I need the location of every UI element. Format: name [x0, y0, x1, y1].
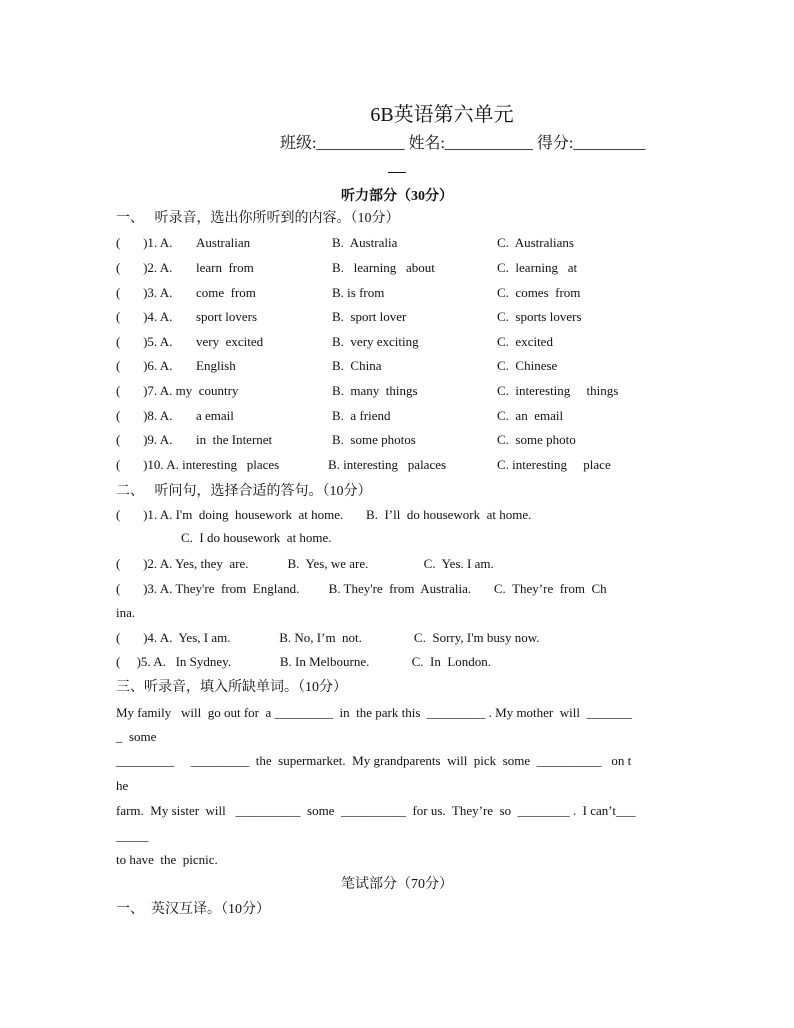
written-section-header: 笔试部分（70分） — [341, 877, 453, 892]
option-a: a email — [196, 408, 234, 423]
section2-heading: 二、 听问句，选择合适的答句。（10分） — [116, 484, 372, 499]
option-a: Australian — [196, 235, 251, 250]
fill-blank-line: farm. My sister will __________ some __________ for us. They’re so ________ . I can’t___ — [116, 803, 636, 818]
section1-heading: 一、 听录音，选出你所听到的内容。（10分） — [116, 211, 400, 226]
option-a: English — [196, 358, 236, 373]
option-a: in the Internet — [196, 432, 273, 447]
question-number: ( )2. A. — [116, 260, 173, 275]
info-line-continuation — [388, 160, 406, 173]
fill-blank-line: he — [116, 778, 129, 793]
answer-line: ( )1. A. I'm doing housework at home. B. I’ll do housework at home. — [116, 507, 532, 522]
option-b: B. learning about — [332, 260, 435, 275]
option-c: C. some photo — [497, 432, 576, 447]
option-c: C. sports lovers — [497, 309, 582, 324]
fill-blank-line: _________ _________ the supermarket. My grandparents will pick some __________ on t — [116, 753, 632, 768]
option-b: B. Australia — [332, 235, 398, 250]
option-b: B. sport lover — [332, 309, 407, 324]
answer-line: ( )4. A. Yes, I am. B. No, I’m not. C. Sorry, I'm busy now. — [116, 630, 540, 645]
page-title: 6B英语第六单元 — [370, 104, 514, 126]
option-a: very excited — [196, 334, 264, 349]
question-number: ( )9. A. — [116, 432, 173, 447]
question-number: ( )5. A. — [116, 334, 173, 349]
fill-blank-line: to have the picnic. — [116, 852, 218, 867]
question-number: ( )4. A. — [116, 309, 173, 324]
fill-blank-line: _____ — [116, 828, 149, 843]
option-b: B. is from — [332, 285, 385, 300]
option-c: C. Australians — [497, 235, 574, 250]
question-number: ( )1. A. — [116, 235, 173, 250]
option-c: C. Chinese — [497, 358, 558, 373]
option-b: B. interesting palaces — [328, 457, 447, 472]
option-c: C. comes from — [497, 285, 581, 300]
option-c: C. an email — [497, 408, 564, 423]
question-number: ( )6. A. — [116, 358, 173, 373]
option-a: learn from — [196, 260, 254, 275]
option-b: B. many things — [332, 383, 418, 398]
fill-blank-line: _ some — [116, 729, 157, 744]
listening-section-header: 听力部分（30分） — [341, 189, 453, 204]
option-a: sport lovers — [196, 309, 258, 324]
option-b: B. some photos — [332, 432, 416, 447]
answer-line: ina. — [116, 605, 136, 620]
answer-line: ( )2. A. Yes, they are. B. Yes, we are. C. Yes. I am. — [116, 556, 494, 571]
option-b: B. a friend — [332, 408, 391, 423]
answer-line: ( )5. A. In Sydney. B. In Melbourne. C. In London. — [116, 654, 492, 669]
option-c: C. excited — [497, 334, 553, 349]
question-number: ( )7. A. my country — [116, 383, 239, 398]
fill-blank-line: My family will go out for a _________ in the park this _________ . My mother will _______ — [116, 705, 632, 720]
question-number: ( )3. A. — [116, 285, 173, 300]
answer-line: ( )3. A. They're from England. B. They're from Australia. C. They’re from Ch — [116, 581, 607, 596]
option-c: C. learning at — [497, 260, 578, 275]
option-b: B. China — [332, 358, 382, 373]
section4-heading: 一、 英汉互译。（10分） — [116, 902, 270, 917]
section3-heading: 三、听录音，填入所缺单词。（10分） — [116, 680, 347, 695]
option-c: C. interesting place — [497, 457, 611, 472]
option-c: C. interesting things — [497, 383, 619, 398]
question-number: ( )8. A. — [116, 408, 173, 423]
option-b: B. very exciting — [332, 334, 419, 349]
question-number: ( )10. A. interesting places — [116, 457, 280, 472]
answer-line: C. I do housework at home. — [116, 530, 332, 545]
option-a: come from — [196, 285, 256, 300]
student-info-line: 班级:___________ 姓名:___________ 得分:_________ — [280, 135, 646, 152]
